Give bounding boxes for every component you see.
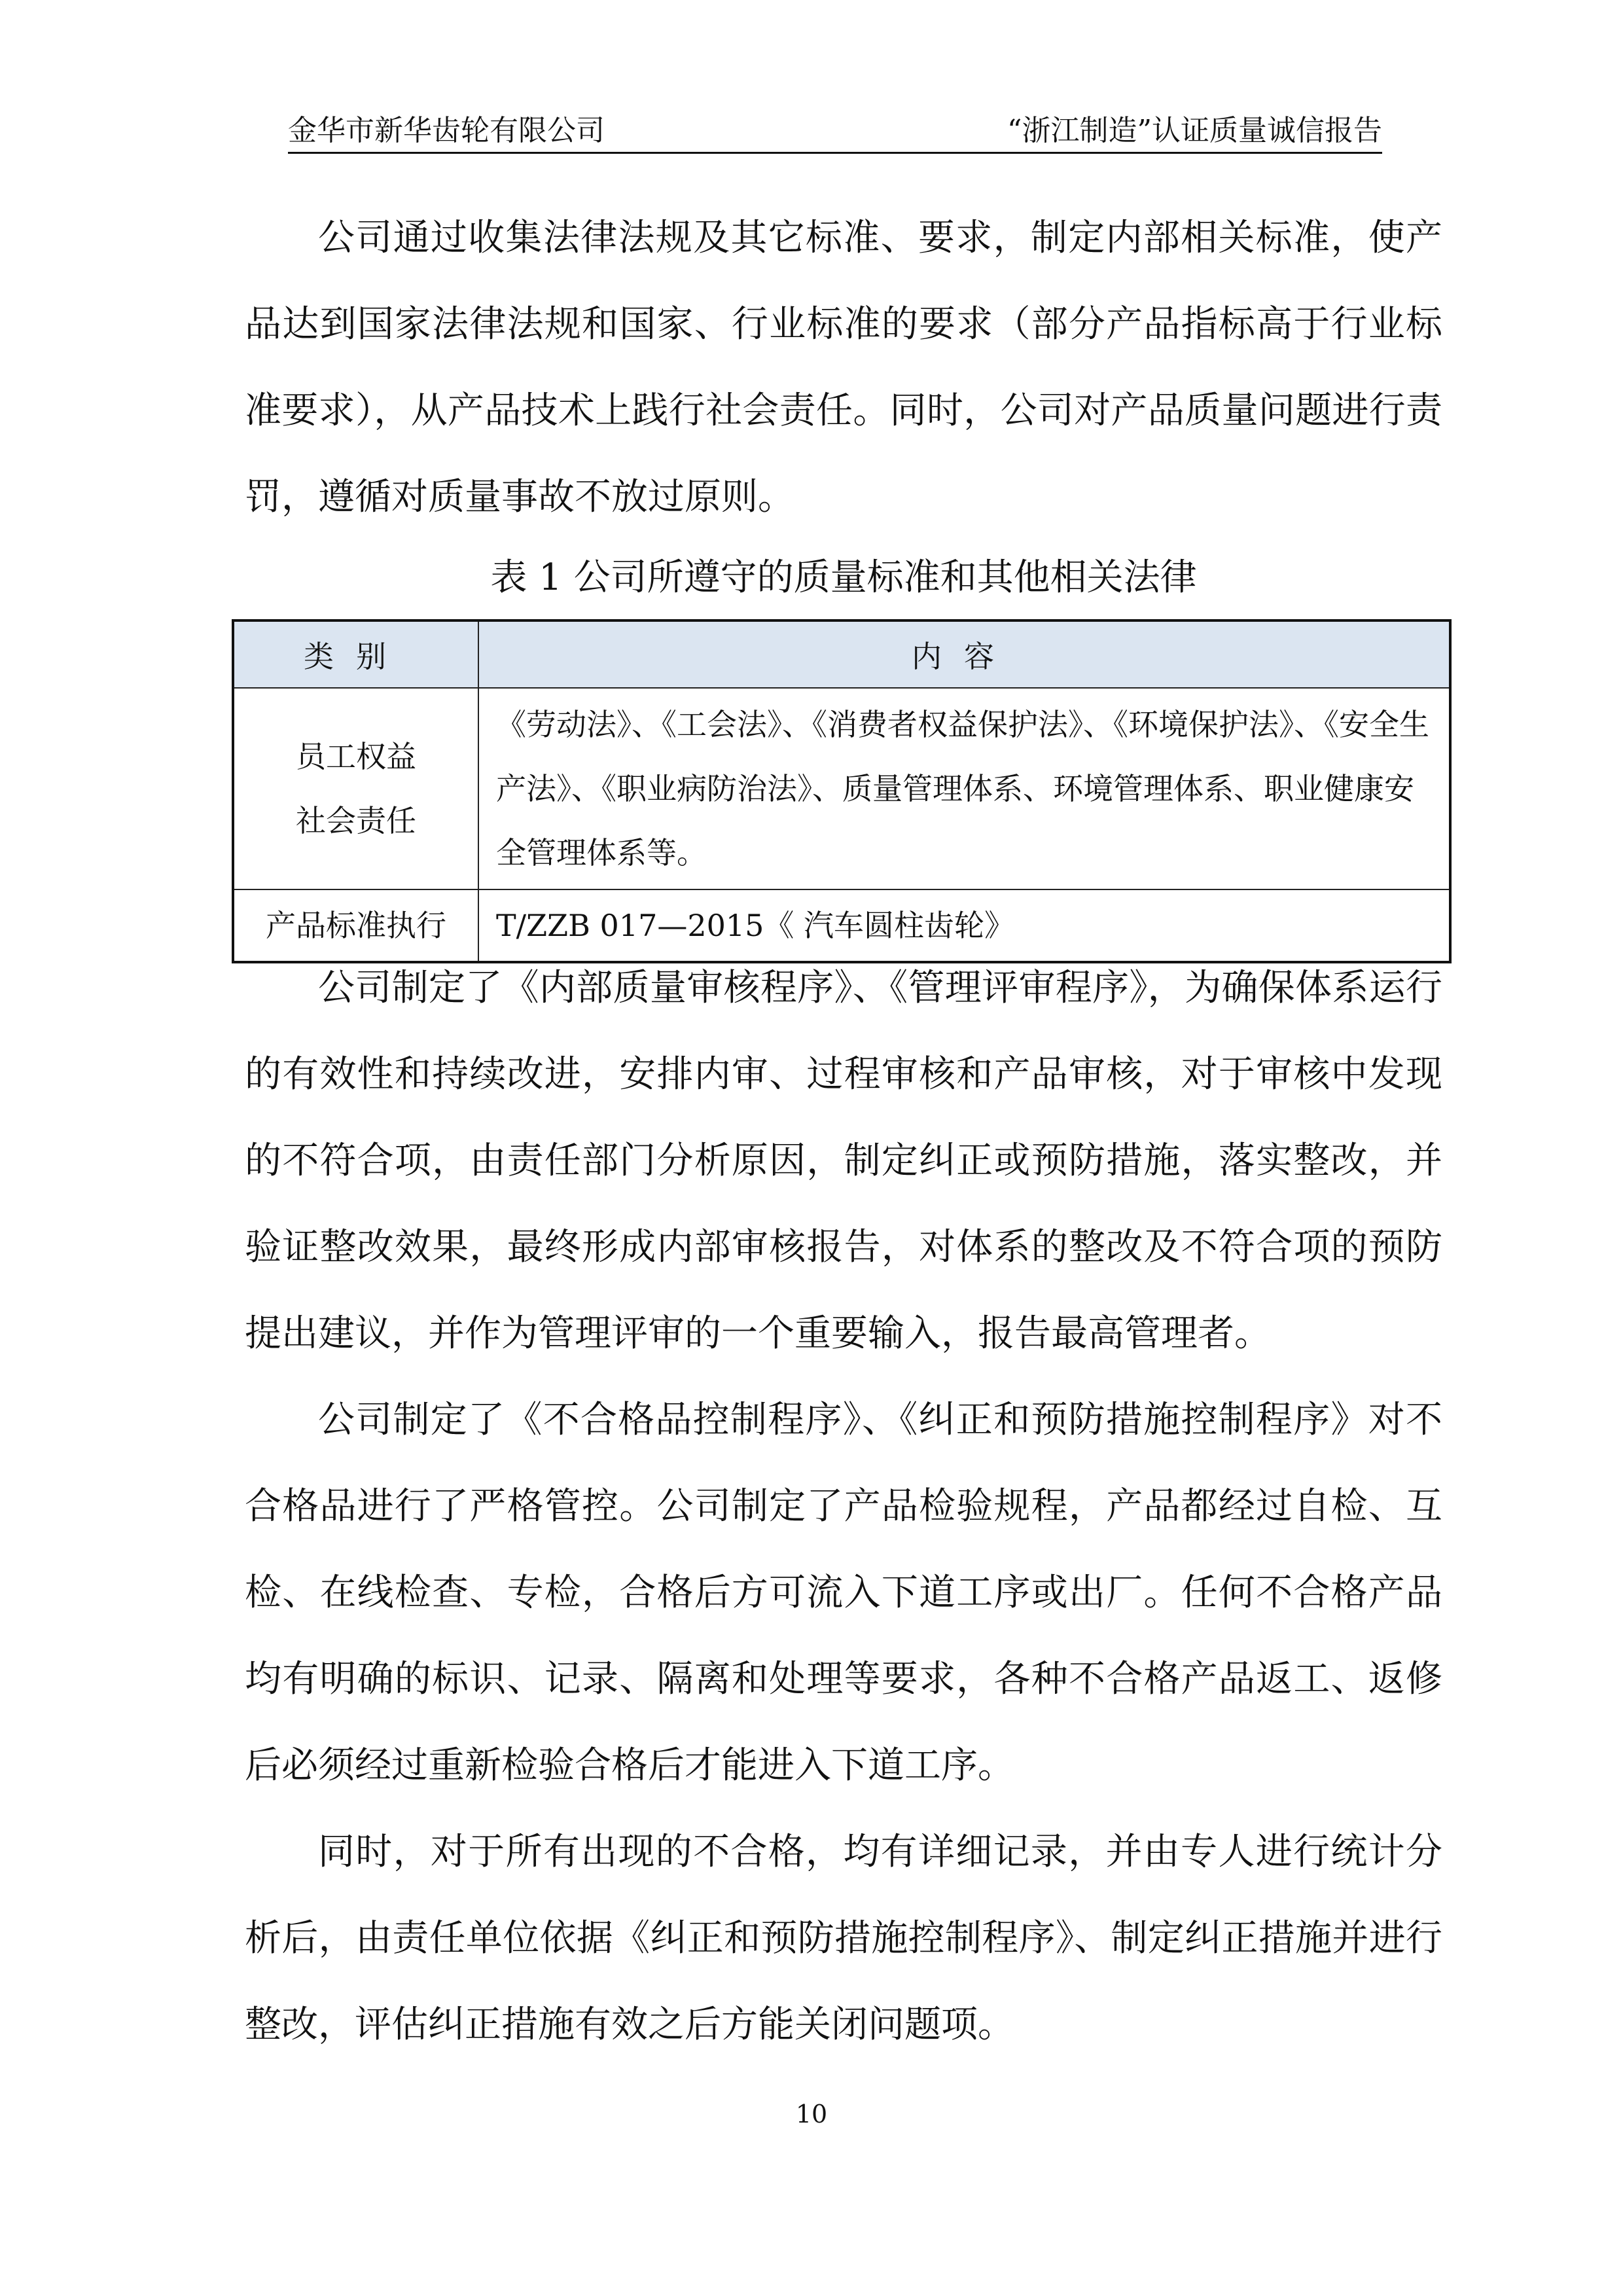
paragraph-corrective: 同时，对于所有出现的不合格，均有详细记录，并由专人进行统计分析后，由责任单位依据《纠正和预防措施控制程序》、制定纠正措施并进行整改，评估纠正措施有效之后方能关闭问题项。 [245, 1831, 1442, 2046]
table-caption: 表 1 公司所遵守的质量标准和其他相关法律 [490, 556, 1197, 599]
header-category: 类别 [233, 620, 478, 688]
paragraph-audit: 公司制定了《内部质量审核程序》、《管理评审程序》，为确保体系运行的有效性和持续改进，安排内审、过程审核和产品审核，对于审核中发现的不符合项，由责任部门分析原因，制定纠正或预防措施，落实整改，并验证整改效果，最终形成内部审核报告，对体系的整改及不符合项的预防提出建议，并作为管理评审的一个重要输入，报告最高管理者。 [245, 967, 1442, 1355]
standards-table [232, 619, 1452, 963]
page-header [288, 113, 1382, 149]
page-number: 10 [795, 2100, 828, 2128]
header-report-title: “浙江制造”认证质量诚信报告 [1007, 114, 1382, 147]
paragraph-standards: 公司通过收集法律法规及其它标准、要求，制定内部相关标准，使产品达到国家法律法规和国家、行业标准的要求（部分产品指标高于行业标准要求），从产品技术上践行社会责任。同时，公司对产品质量问题进行责罚，遵循对质量事故不放过原则。 [245, 217, 1442, 518]
procedures-section [245, 945, 1442, 2068]
intro-section [245, 195, 1442, 541]
paragraph-nonconforming: 公司制定了《不合格品控制程序》、《纠正和预防措施控制程序》对不合格品进行了严格管控。公司制定了产品检验规程，产品都经过自检、互检、在线检查、专检，合格后方可流入下道工序或出厂。任何不合格产品均有明确的标识、记录、隔离和处理等要求，各种不合格产品返工、返修后必须经过重新检验合格后才能进入下道工序。 [245, 1399, 1442, 1787]
row-content: T/ZZB 017—2015《 汽车圆柱齿轮》 [478, 889, 1450, 962]
category-line: 员工权益 [296, 739, 416, 774]
row-content: 《劳动法》、《工会法》、《消费者权益保护法》、《环境保护法》、《安全生产法》、《职业病防治法》、质量管理体系、环境管理体系、职业健康安全管理体系等。 [478, 688, 1450, 889]
header-divider [288, 152, 1382, 154]
header-company-name: 金华市新华齿轮有限公司 [288, 114, 605, 147]
row-category [233, 688, 478, 889]
table-header-row [233, 620, 1450, 688]
header-content: 内容 [478, 620, 1450, 688]
category-line: 社会责任 [296, 803, 416, 838]
row-category: 产品标准执行 [233, 889, 478, 962]
table-row [233, 688, 1450, 889]
